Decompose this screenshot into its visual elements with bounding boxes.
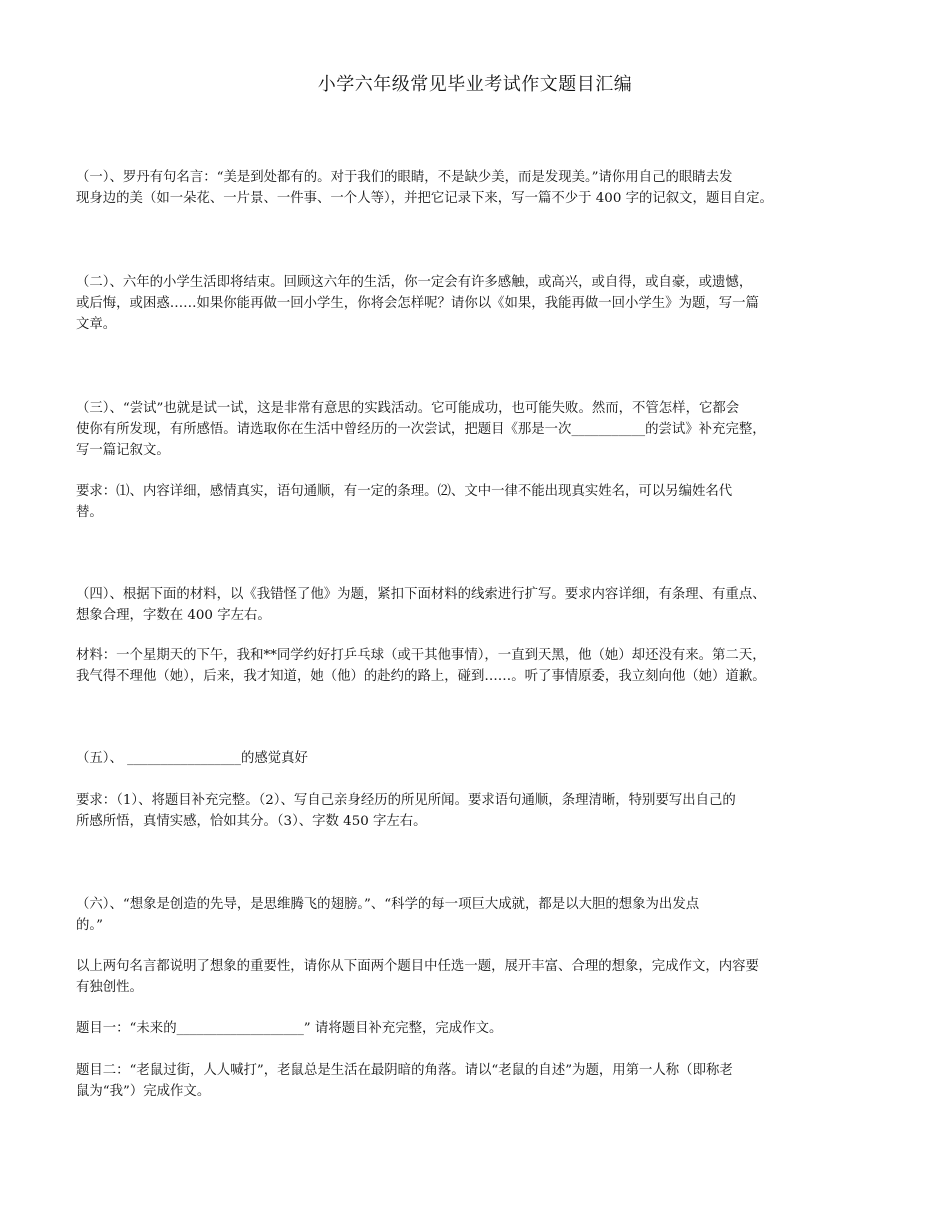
text-line: 所感所悟，真情实感，恰如其分。（3）、字数 450 字左右。	[76, 814, 427, 829]
question-4-material	[76, 645, 891, 687]
text-line: （五）、 _________________的感觉真好	[76, 751, 308, 766]
text-line: 的。”	[76, 918, 103, 933]
text-line: 题目一：“未来的___________________” 请将题目补充完整，完成作文。	[76, 1021, 503, 1036]
text-line: 有独创性。	[76, 980, 143, 995]
text-line: 写一篇记叙文。	[76, 443, 170, 458]
text-line: 我气得不理他（她），后来，我才知道，她（他）的赴约的路上，碰到……。听了事情原委，我立刻向他（她）道歉。	[76, 669, 766, 684]
text-line: 要求：⑴、内容详细，感情真实，语句通顺，有一定的条理。⑵、文中一律不能出现真实姓名，可以另编姓名代	[76, 484, 733, 499]
question-3-requirements	[76, 481, 891, 523]
question-6	[76, 894, 891, 936]
text-line: （一）、罗丹有句名言：“美是到处都有的。对于我们的眼睛，不是缺少美，而是发现美。”请你用自己的眼睛去发	[76, 170, 733, 185]
text-line: 题目二：“老鼠过街，人人喊打”，老鼠总是生活在最阴暗的角落。请以“老鼠的自述”为题，用第一人称（即称老	[76, 1063, 733, 1078]
document-title: 小学六年级常见毕业考试作文题目汇编	[317, 74, 633, 95]
text-line: 文章。	[76, 317, 117, 332]
question-6-topic-2	[76, 1060, 891, 1102]
question-3	[76, 398, 891, 461]
text-line: 使你有所发现，有所感悟。请选取你在生活中曾经历的一次尝试，把题目《那是一次___________的尝试》补充完整，	[76, 422, 766, 437]
text-line: 材料：一个星期天的下午，我和**同学约好打乒乓球（或干其他事情），一直到天黑，他（她）却还没有来。第二天，	[76, 648, 766, 663]
text-line: 以上两句名言都说明了想象的重要性，请你从下面两个题目中任选一题，展开丰富、合理的想象，完成作文，内容要	[76, 959, 759, 974]
text-line: （六）、“想象是创造的先导，是思维腾飞的翅膀。”、“科学的每一项巨大成就，都是以大胆的想象为出发点	[76, 897, 700, 912]
question-6-intro	[76, 956, 891, 998]
text-line: （三）、“尝试”也就是试一试，这是非常有意思的实践活动。它可能成功，也可能失败。然而，不管怎样，它都会	[76, 401, 740, 416]
question-4	[76, 584, 891, 626]
question-5	[76, 748, 891, 769]
text-line: 想象合理，字数在 400 字左右。	[76, 608, 271, 623]
text-line: 鼠为“我”）完成作文。	[76, 1084, 211, 1099]
text-line: （四）、根据下面的材料，以《我错怪了他》为题，紧扣下面材料的线索进行扩写。要求内容详细，有条理、有重点、	[76, 587, 766, 602]
text-line: （二）、六年的小学生活即将结束。回顾这六年的生活，你一定会有许多感触，或高兴，或自得，或自豪，或遗憾，	[76, 275, 753, 290]
text-line: 替。	[76, 505, 103, 520]
text-line: 要求：（1）、将题目补充完整。（2）、写自己亲身经历的所见所闻。要求语句通顺，条理清晰，特别要写出自己的	[76, 793, 736, 808]
question-5-requirements	[76, 790, 891, 832]
question-2	[76, 272, 891, 335]
question-6-topic-1	[76, 1018, 891, 1039]
text-line: 现身边的美（如一朵花、一片景、一件事、一个人等），并把它记录下来，写一篇不少于 400 字的记叙文，题目自定。	[76, 191, 773, 206]
question-1	[76, 167, 891, 209]
text-line: 或后悔，或困惑……如果你能再做一回小学生，你将会怎样呢？请你以《如果，我能再做一回小学生》为题，写一篇	[76, 296, 759, 311]
